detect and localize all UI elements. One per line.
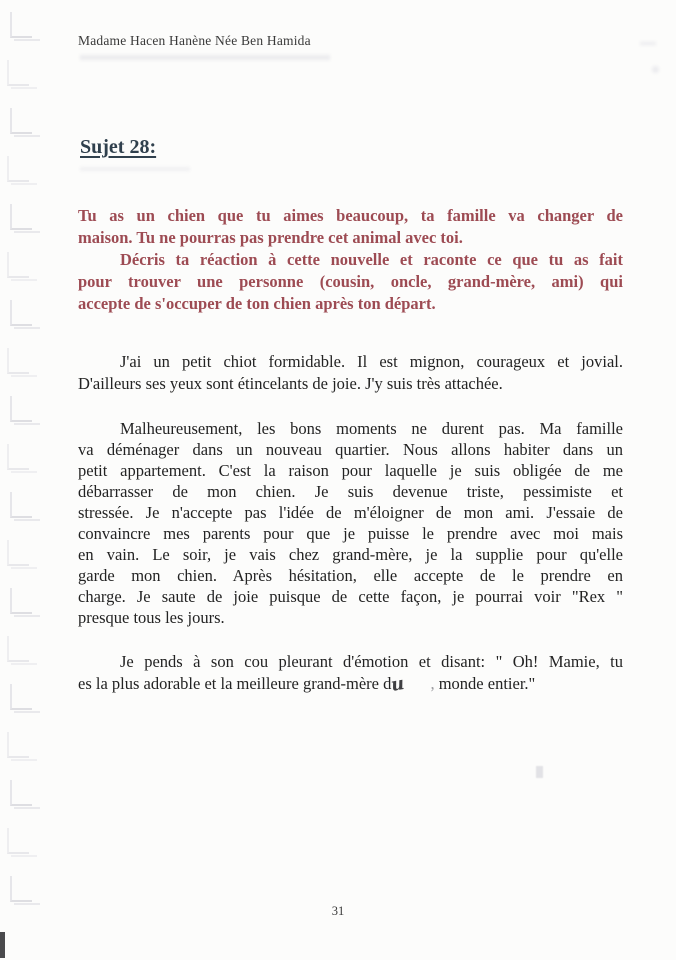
prompt-line: pour trouver une personne (cousin, oncle, grand-mère, ami) qui: [78, 272, 623, 291]
essay-line: presque tous les jours.: [78, 608, 225, 627]
essay-line: garde mon chien. Après hésitation, elle accepte de le prendre en: [78, 566, 623, 585]
essay-paragraph-3: [78, 651, 623, 694]
essay-line: D'ailleurs ses yeux sont étincelants de joie. J'y suis très attachée.: [78, 374, 503, 393]
binding-mark-icon: [10, 108, 32, 134]
essay-line: charge. Je saute de joie puisque de cette façon, je pourrai voir "Rex ": [78, 587, 623, 606]
prompt-line: maison. Tu ne pourras pas prendre cet animal avec toi.: [78, 228, 463, 247]
page-number: 31: [331, 904, 345, 918]
essay-line: convaincre mes parents pour que je puisse le prendre avec moi mais: [78, 524, 623, 543]
binding-mark-icon: [10, 12, 32, 38]
scan-smudge: [80, 55, 330, 60]
scan-speck: [640, 42, 656, 45]
binding-mark-icon: [10, 876, 32, 902]
binding-mark-icon: [7, 252, 29, 278]
essay-line: J'ai un petit chiot formidable. Il est mignon, courageux et jovial.: [120, 352, 623, 371]
prompt-line: Tu as un chien que tu aimes beaucoup, ta famille va changer de: [78, 206, 623, 225]
essay-line-with-correction: [78, 673, 623, 695]
essay-line: débarrasser de mon chien. Je suis devenue triste, pessimiste et: [78, 482, 623, 501]
scan-corner-shadow: [0, 932, 5, 958]
binding-mark-icon: [7, 636, 29, 662]
scan-smudge: [80, 167, 190, 171]
scan-speck: [536, 766, 543, 778]
binding-mark-icon: [10, 300, 32, 326]
binding-mark-icon: [10, 780, 32, 806]
essay-line: va déménager dans un nouveau quartier. Nous allons habiter dans un: [78, 440, 623, 459]
binding-mark-icon: [7, 444, 29, 470]
binding-mark-icon: [10, 588, 32, 614]
prompt-line: accepte de s'occuper de ton chien après ton départ.: [78, 294, 436, 313]
essay-line: stressée. Je n'accepte pas l'idée de m'éloigner de mon ami. J'essaie de: [78, 503, 623, 522]
essay-line: en vain. Le soir, je vais chez grand-mère, je la supplie pour qu'elle: [78, 545, 623, 564]
essay-line: Je pends à son cou pleurant d'émotion et disant: " Oh! Mamie, tu: [120, 652, 623, 671]
essay-text-fragment: es la plus adorable et la meilleure grand-mère d: [78, 673, 392, 693]
binding-mark-icon: [7, 828, 29, 854]
binding-mark-icon: [7, 156, 29, 182]
binding-mark-icon: [10, 684, 32, 710]
binding-mark-icon: [7, 540, 29, 566]
subject-title: Sujet 28:: [80, 136, 157, 158]
essay-line: petit appartement. C'est la raison pour laquelle je suis obligée de me: [78, 461, 623, 480]
handwritten-correction: u: [389, 672, 407, 696]
binding-mark-icon: [7, 732, 29, 758]
faint-comma-mark: ,: [430, 673, 435, 693]
essay-line: Malheureusement, les bons moments ne durent pas. Ma famille: [120, 419, 623, 438]
document-author-header: Madame Hacen Hanène Née Ben Hamida: [78, 33, 311, 48]
essay-paragraph-2: [78, 418, 623, 628]
essay-text-fragment: monde entier.": [434, 673, 536, 693]
binding-mark-icon: [7, 348, 29, 374]
binding-mark-icon: [10, 396, 32, 422]
binding-mark-icon: [10, 492, 32, 518]
prompt-line: Décris ta réaction à cette nouvelle et raconte ce que tu as fait: [120, 250, 623, 269]
assignment-prompt: [78, 205, 623, 315]
scan-speck: [652, 66, 659, 73]
binding-mark-icon: [10, 204, 32, 230]
binding-mark-icon: [7, 60, 29, 86]
essay-paragraph-1: [78, 351, 623, 395]
